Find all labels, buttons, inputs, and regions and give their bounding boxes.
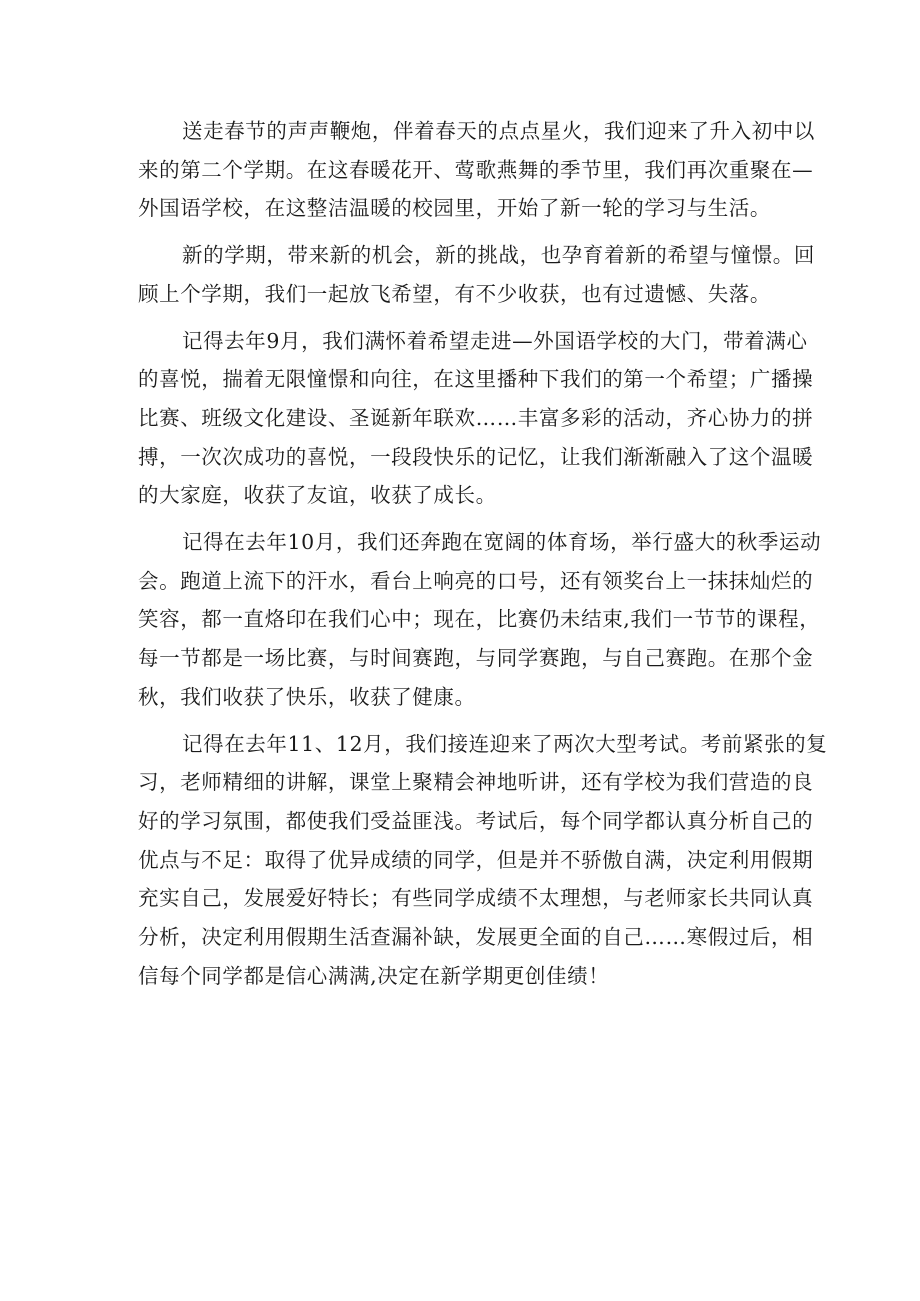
text-line: 顾上个学期，我们一起放飞希望，有不少收获，也有过遗憾、失落。 <box>138 281 771 306</box>
text-line: 会。跑道上流下的汗水，看台上响亮的口号，还有领奖台上一抹抹灿烂的 <box>138 568 814 593</box>
document-body <box>138 112 828 1003</box>
paragraph-5 <box>138 725 828 996</box>
text-line: 分析，决定利用假期生活查漏补缺，发展更全面的自己……寒假过后，相 <box>138 925 814 950</box>
text-line: 送走春节的声声鞭炮，伴着春天的点点星火，我们迎来了升入初中以 <box>182 119 815 143</box>
paragraph-1 <box>138 112 815 228</box>
text-line: 优点与不足：取得了优异成绩的同学，但是并不骄傲自满，决定利用假期 <box>138 847 814 872</box>
text-line: 记得在去年10月，我们还奔跑在宽阔的体育场，举行盛大的秋季运动 <box>182 530 822 555</box>
text-line: 好的学习氛围，都使我们受益匪浅。考试后，每个同学都认真分析自己的 <box>138 808 814 833</box>
text-line: 的大家庭，收获了友谊，收获了成长。 <box>138 483 497 508</box>
text-line: 外国语学校，在这整洁温暖的校园里，开始了新一轮的学习与生活。 <box>138 196 771 221</box>
text-line: 习，老师精细的讲解，课堂上聚精会神地听讲，还有学校为我们营造的良 <box>138 770 814 795</box>
text-line: 每一节都是一场比赛，与时间赛跑，与同学赛跑，与自己赛跑。在那个金 <box>138 646 814 671</box>
text-line: 充实自己，发展爱好特长；有些同学成绩不太理想，与老师家长共同认真 <box>138 886 814 911</box>
text-line: 笑容，都一直烙印在我们心中；现在，比赛仍未结束,我们一节节的课程， <box>138 607 821 632</box>
text-line: 比赛、班级文化建设、圣诞新年联欢……丰富多彩的活动，齐心协力的拼 <box>138 405 814 430</box>
text-line: 来的第二个学期。在这春暖花开、莺歌燕舞的季节里，我们再次重聚在— <box>138 157 814 182</box>
paragraph-4 <box>138 523 822 717</box>
text-line: 记得去年9月，我们满怀着希望走进—外国语学校的大门，带着满心 <box>182 328 808 353</box>
paragraph-2 <box>138 236 815 313</box>
text-line: 信每个同学都是信心满满,决定在新学期更创佳绩！ <box>138 963 610 988</box>
paragraph-3 <box>138 322 814 516</box>
text-line: 的喜悦，揣着无限憧憬和向往，在这里播种下我们的第一个希望；广播操 <box>138 367 814 392</box>
text-line: 记得在去年11、12月，我们接连迎来了两次大型考试。考前紧张的复 <box>182 731 828 756</box>
text-line: 秋，我们收获了快乐，收获了健康。 <box>138 684 476 709</box>
text-line: 搏，一次次成功的喜悦，一段段快乐的记忆，让我们渐渐融入了这个温暖 <box>138 444 814 469</box>
text-line: 新的学期，带来新的机会，新的挑战，也孕育着新的希望与憧憬。回 <box>182 243 815 268</box>
